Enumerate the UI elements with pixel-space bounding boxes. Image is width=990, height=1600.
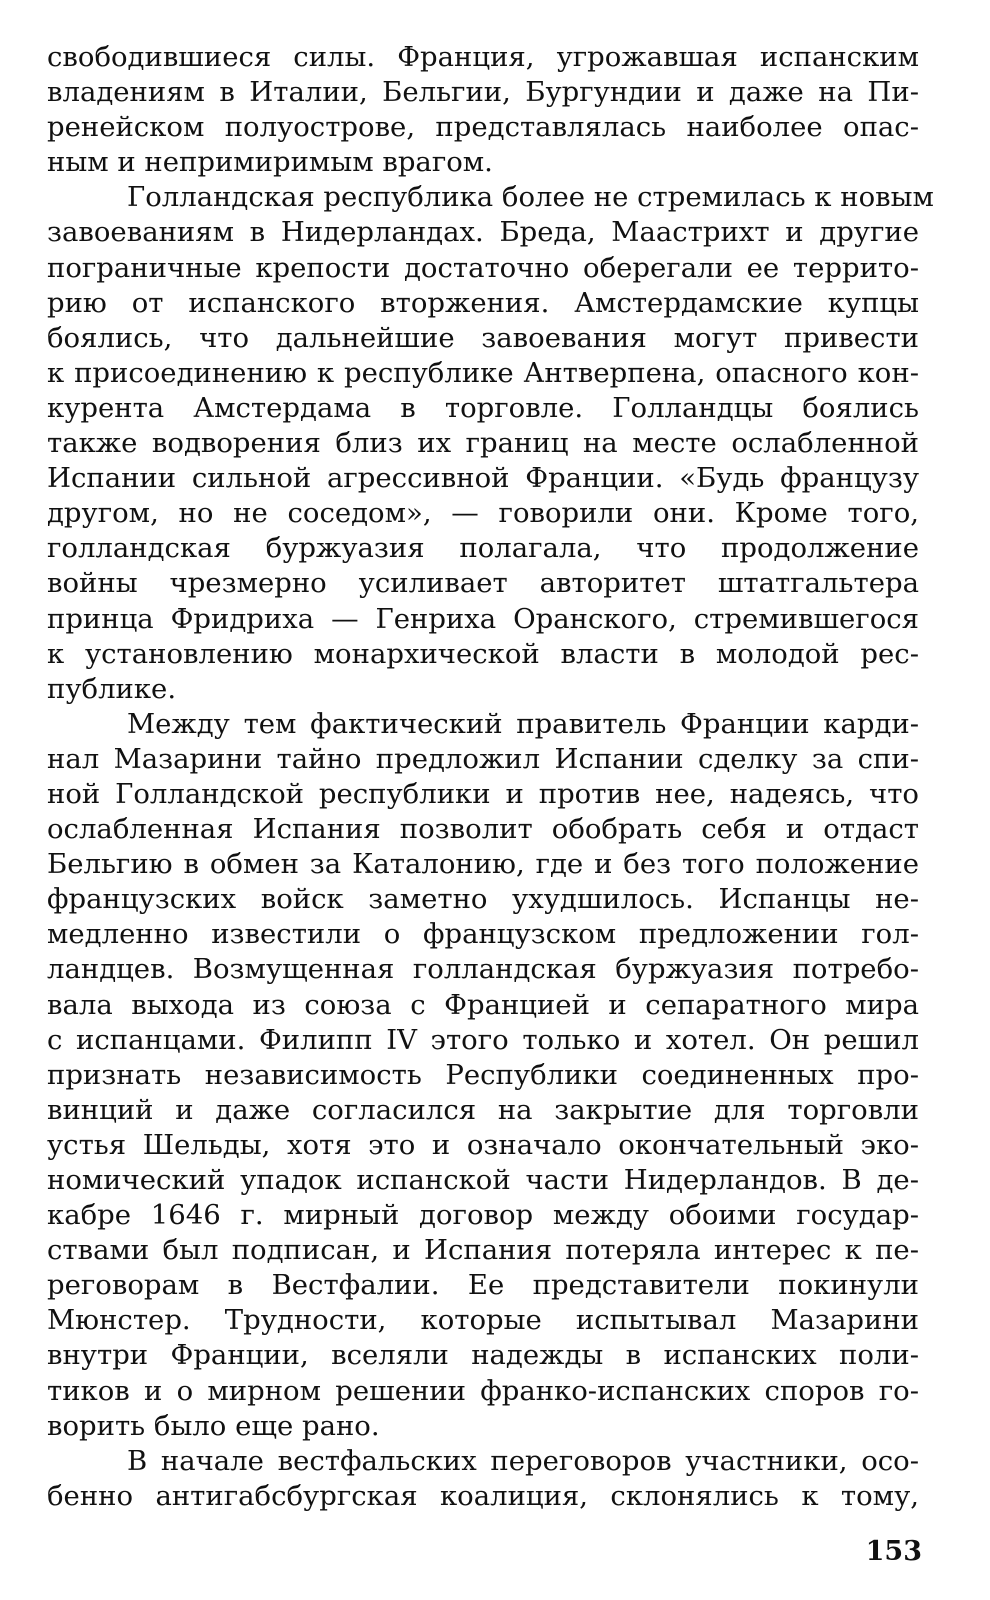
text-line: ослабленная Испания позволит обобрать себя и отдаст — [47, 813, 919, 846]
text-line: завоеваниям в Нидерландах. Бреда, Маастрихт и другие — [47, 216, 919, 249]
text-line: кабре 1646 г. мирный договор между обоими государ- — [47, 1199, 919, 1232]
paragraph — [47, 707, 919, 1444]
text-line: боялись, что дальнейшие завоевания могут привести — [47, 321, 919, 354]
text-line: свободившиеся силы. Франция, угрожавшая испанским — [47, 41, 919, 73]
paragraph — [47, 180, 934, 706]
text-line: устья Шельды, хотя это и означало окончательный эко- — [47, 1128, 919, 1161]
text-line: к установлению монархической власти в молодой рес- — [47, 637, 919, 670]
text-line: вала выхода из союза с Францией и сепаратного мира — [47, 988, 919, 1021]
text-line: Между тем фактический правитель Франции карди- — [127, 707, 919, 740]
text-line: внутри Франции, вселяли надежды в испанских поли- — [47, 1339, 919, 1372]
text-line: Голландская республика более не стремилась к новым — [127, 181, 934, 214]
paragraph — [47, 1444, 919, 1514]
text-line: пограничные крепости достаточно оберегали ее террито- — [47, 251, 919, 284]
text-line: тиков и о мирном решении франко-испанских споров го- — [47, 1374, 919, 1407]
text-line: Мюнстер. Трудности, которые испытывал Мазарини — [47, 1304, 919, 1337]
text-line: Бельгию в обмен за Каталонию, где и без того положение — [47, 848, 919, 881]
text-line: другом, но не соседом», — говорили они. Кроме того, — [47, 497, 919, 530]
text-line: Испании сильной агрессивной Франции. «Будь французу — [47, 462, 919, 495]
text-line: нал Мазарини тайно предложил Испании сделку за спи- — [47, 742, 919, 775]
text-line: винций и даже согласился на закрытие для торговли — [47, 1093, 919, 1126]
text-line: номический упадок испанской части Нидерландов. В де- — [47, 1164, 919, 1196]
text-line: рию от испанского вторжения. Амстердамские купцы — [47, 286, 919, 319]
text-line: ворить было еще рано. — [47, 1409, 380, 1442]
text-line: голландская буржуазия полагала, что продолжение — [47, 532, 919, 565]
paragraph — [47, 40, 919, 180]
page-number: 153 — [865, 1536, 922, 1567]
text-line: признать независимость Республики соединенных про- — [47, 1058, 919, 1091]
text-line: также водворения близ их границ на месте ослабленной — [47, 427, 919, 460]
text-line: к присоединению к республике Антверпена, опасного кон- — [47, 356, 919, 389]
text-line: курента Амстердама в торговле. Голландцы боялись — [47, 391, 919, 424]
text-line: публике. — [47, 672, 177, 705]
text-line: войны чрезмерно усиливает авторитет штатгальтера — [47, 567, 919, 600]
text-line: В начале вестфальских переговоров участники, осо- — [127, 1444, 919, 1477]
text-line: бенно антигабсбургская коалиция, склонялись к тому, — [47, 1479, 919, 1512]
text-line: ствами был подписан, и Испания потеряла интерес к пе- — [47, 1234, 919, 1267]
text-line: принца Фридриха — Генриха Оранского, стремившегося — [47, 602, 919, 635]
text-line: ренейском полуострове, представлялась наиболее опас- — [47, 111, 919, 144]
text-line: реговорам в Вестфалии. Ее представители покинули — [47, 1269, 919, 1302]
page-text — [47, 40, 934, 1514]
text-line: владениям в Италии, Бельгии, Бургундии и даже на Пи- — [47, 76, 919, 109]
text-line: ной Голландской республики и против нее, надеясь, что — [47, 777, 919, 810]
text-line: медленно известили о французском предложении гол- — [47, 918, 919, 951]
text-line: ным и непримиримым врагом. — [47, 146, 493, 179]
text-line: с испанцами. Филипп IV этого только и хотел. Он решил — [47, 1023, 919, 1056]
text-line: французских войск заметно ухудшилось. Испанцы не- — [47, 883, 919, 916]
text-line: ландцев. Возмущенная голландская буржуазия потребо- — [47, 953, 919, 986]
